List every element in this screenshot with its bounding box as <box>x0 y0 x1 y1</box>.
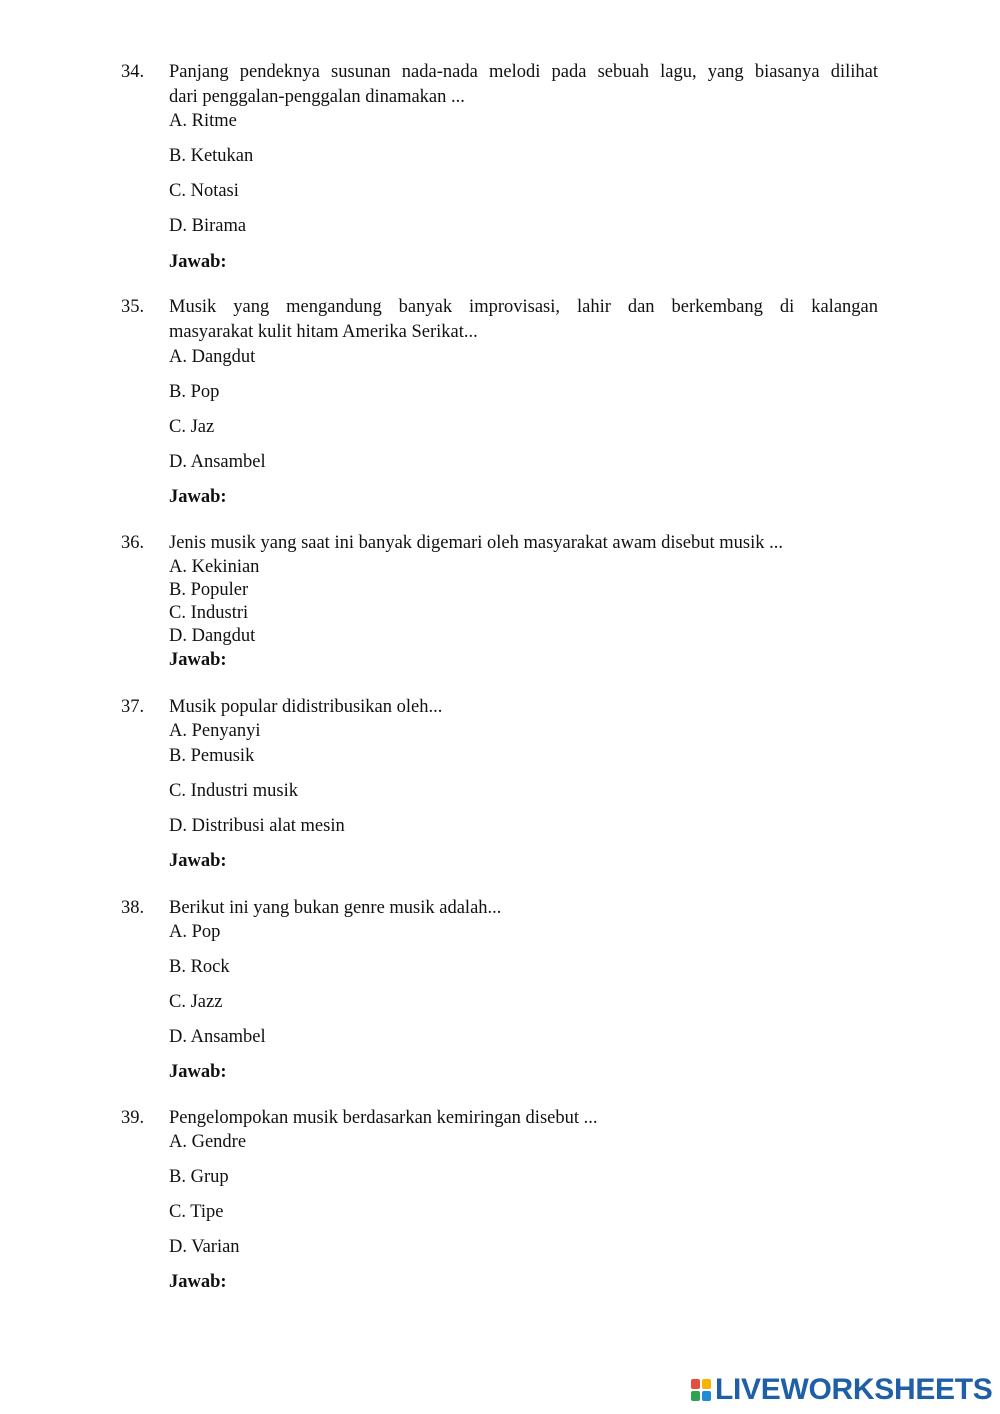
option-b[interactable]: B. Ketukan <box>169 146 254 166</box>
option-d[interactable]: D. Birama <box>169 216 247 236</box>
question-text-line1: Berikut ini yang bukan genre musik adalah... <box>169 898 502 918</box>
option-a[interactable]: A. Pop <box>169 922 221 942</box>
option-a[interactable]: A. Ritme <box>169 111 237 131</box>
question-text-line1: Jenis musik yang saat ini banyak digemari oleh masyarakat awam disebut musik ... <box>169 533 783 553</box>
question-text-line1: Musik popular didistribusikan oleh... <box>169 697 443 717</box>
question-number: 35. <box>121 297 145 317</box>
question-text-line1: Panjang pendeknya susunan nada-nada melodi pada sebuah lagu, yang biasanya dilihat <box>169 62 878 82</box>
option-c[interactable]: C. Industri <box>169 603 249 623</box>
question-number: 39. <box>121 1108 145 1128</box>
answer-label: Jawab: <box>169 851 227 871</box>
question-number: 38. <box>121 898 145 918</box>
option-d[interactable]: D. Ansambel <box>169 452 266 472</box>
option-a[interactable]: A. Dangdut <box>169 347 256 367</box>
option-a[interactable]: A. Kekinian <box>169 557 260 577</box>
option-b[interactable]: B. Pemusik <box>169 746 255 766</box>
question-text-line2: dari penggalan-penggalan dinamakan ... <box>169 87 465 107</box>
answer-label: Jawab: <box>169 1062 227 1082</box>
option-c[interactable]: C. Notasi <box>169 181 239 201</box>
answer-label: Jawab: <box>169 487 227 507</box>
logo-text: LIVEWORKSHEETS <box>715 1373 993 1406</box>
question-number: 37. <box>121 697 145 717</box>
liveworksheets-mark-icon <box>691 1379 711 1401</box>
option-b[interactable]: B. Grup <box>169 1167 229 1187</box>
option-c[interactable]: C. Tipe <box>169 1202 224 1222</box>
answer-label: Jawab: <box>169 650 227 670</box>
option-a[interactable]: A. Gendre <box>169 1132 247 1152</box>
option-b[interactable]: B. Pop <box>169 382 220 402</box>
answer-label: Jawab: <box>169 1272 227 1292</box>
question-text-line1: Pengelompokan musik berdasarkan kemiringan disebut ... <box>169 1108 598 1128</box>
option-b[interactable]: B. Rock <box>169 957 230 977</box>
option-a[interactable]: A. Penyanyi <box>169 721 261 741</box>
option-d[interactable]: D. Ansambel <box>169 1027 266 1047</box>
option-c[interactable]: C. Industri musik <box>169 781 298 801</box>
option-d[interactable]: D. Varian <box>169 1237 240 1257</box>
question-text-line2: masyarakat kulit hitam Amerika Serikat... <box>169 322 478 342</box>
option-d[interactable]: D. Distribusi alat mesin <box>169 816 345 836</box>
question-number: 34. <box>121 62 145 82</box>
option-b[interactable]: B. Populer <box>169 580 249 600</box>
option-c[interactable]: C. Jaz <box>169 417 215 437</box>
question-number: 36. <box>121 533 145 553</box>
option-d[interactable]: D. Dangdut <box>169 626 256 646</box>
question-text-line1: Musik yang mengandung banyak improvisasi, lahir dan berkembang di kalangan <box>169 297 878 317</box>
option-c[interactable]: C. Jazz <box>169 992 223 1012</box>
liveworksheets-logo[interactable] <box>691 1374 991 1406</box>
answer-label: Jawab: <box>169 252 227 272</box>
